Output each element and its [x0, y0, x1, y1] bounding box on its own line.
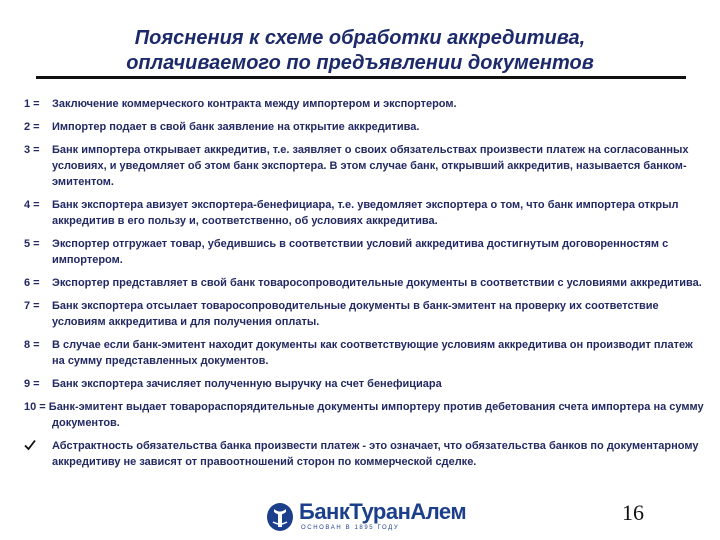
slide-title-line-1: Пояснения к схеме обработки аккредитива, [134, 27, 586, 49]
item-text: Банк экспортера авизует экспортера-бенефициара, т.е. уведомляет экспортера о том, что банк импортера открыл аккредитив в его пользу и, соответственно, об условиях аккредитива. [52, 199, 679, 227]
item-number: 2 = [24, 121, 43, 133]
item-text: Импортер подает в свой банк заявление на открытие аккредитива. [52, 121, 420, 133]
item-number: 5 = [24, 238, 43, 250]
bank-emblem-icon [265, 502, 295, 532]
slide-title [60, 26, 660, 76]
list-item-7 [24, 298, 704, 330]
item-wrap [24, 399, 704, 431]
list-item-conclusion [24, 438, 704, 470]
bank-name: БанкТуранАлем [299, 499, 467, 524]
item-number: 3 = [24, 144, 43, 156]
title-underline [36, 76, 686, 79]
list-item-4 [24, 197, 704, 229]
item-number: 9 = [24, 378, 43, 390]
item-text: Банк-эмитент выдает товарораспорядительные документы импортеру против дебетования счета импортера на сумму документов. [48, 401, 704, 429]
item-number: 4 = [24, 199, 43, 211]
item-text: Абстрактность обязательства банка произвести платеж - это означает, что обязательства банков по документарному аккредитиву не зависят от правоотношений сторон по коммерческой сделке. [52, 440, 699, 468]
item-text: Банк импортера открывает аккредитив, т.е. заявляет о своих обязательствах произвести платеж на согласованных условиях, и уведомляет об этом банк экспортера. В этом случае банк, открывший аккредитив, называется банком-эмитентом. [52, 144, 689, 188]
item-text: Заключение коммерческого контракта между импортером и экспортером. [52, 98, 457, 110]
item-number: 7 = [24, 300, 43, 312]
list-item-2 [24, 119, 704, 135]
list-item-8 [24, 337, 704, 369]
item-number: 8 = [24, 339, 43, 351]
explanation-list [24, 96, 704, 477]
page-number: 16 [622, 500, 644, 525]
list-item-9 [24, 376, 704, 392]
list-item-1 [24, 96, 704, 112]
slide-title-line-2: оплачиваемого по предъявлении документов [126, 52, 594, 74]
checkmark-icon [24, 439, 36, 451]
bank-tagline: ОСНОВАН В 1895 ГОДУ [301, 525, 400, 531]
bank-logo [265, 499, 467, 536]
item-number: 6 = [24, 277, 43, 289]
list-item-6 [24, 275, 704, 291]
item-number: 1 = [24, 98, 43, 110]
item-text: Экспортер отгружает товар, убедившись в соответствии условий аккредитива достигнутым договоренностям с импортером. [52, 238, 669, 266]
item-text: В случае если банк-эмитент находит документы как соответствующие условиям аккредитива он производит платеж на сумму представленных документов. [52, 339, 693, 367]
item-number: 10 = [24, 401, 49, 413]
item-text: Экспортер представляет в свой банк товаросопроводительные документы в соответствии с условиями аккредитива. [52, 277, 702, 289]
list-item-5 [24, 236, 704, 268]
list-item-10 [24, 399, 704, 431]
item-text: Банк экспортера отсылает товаросопроводительные документы в банк-эмитент на проверку их соответствие условиям аккредитива и для получения оплаты. [52, 300, 659, 328]
item-text: Банк экспортера зачисляет полученную выручку на счет бенефициара [52, 378, 442, 390]
list-item-3 [24, 142, 704, 190]
